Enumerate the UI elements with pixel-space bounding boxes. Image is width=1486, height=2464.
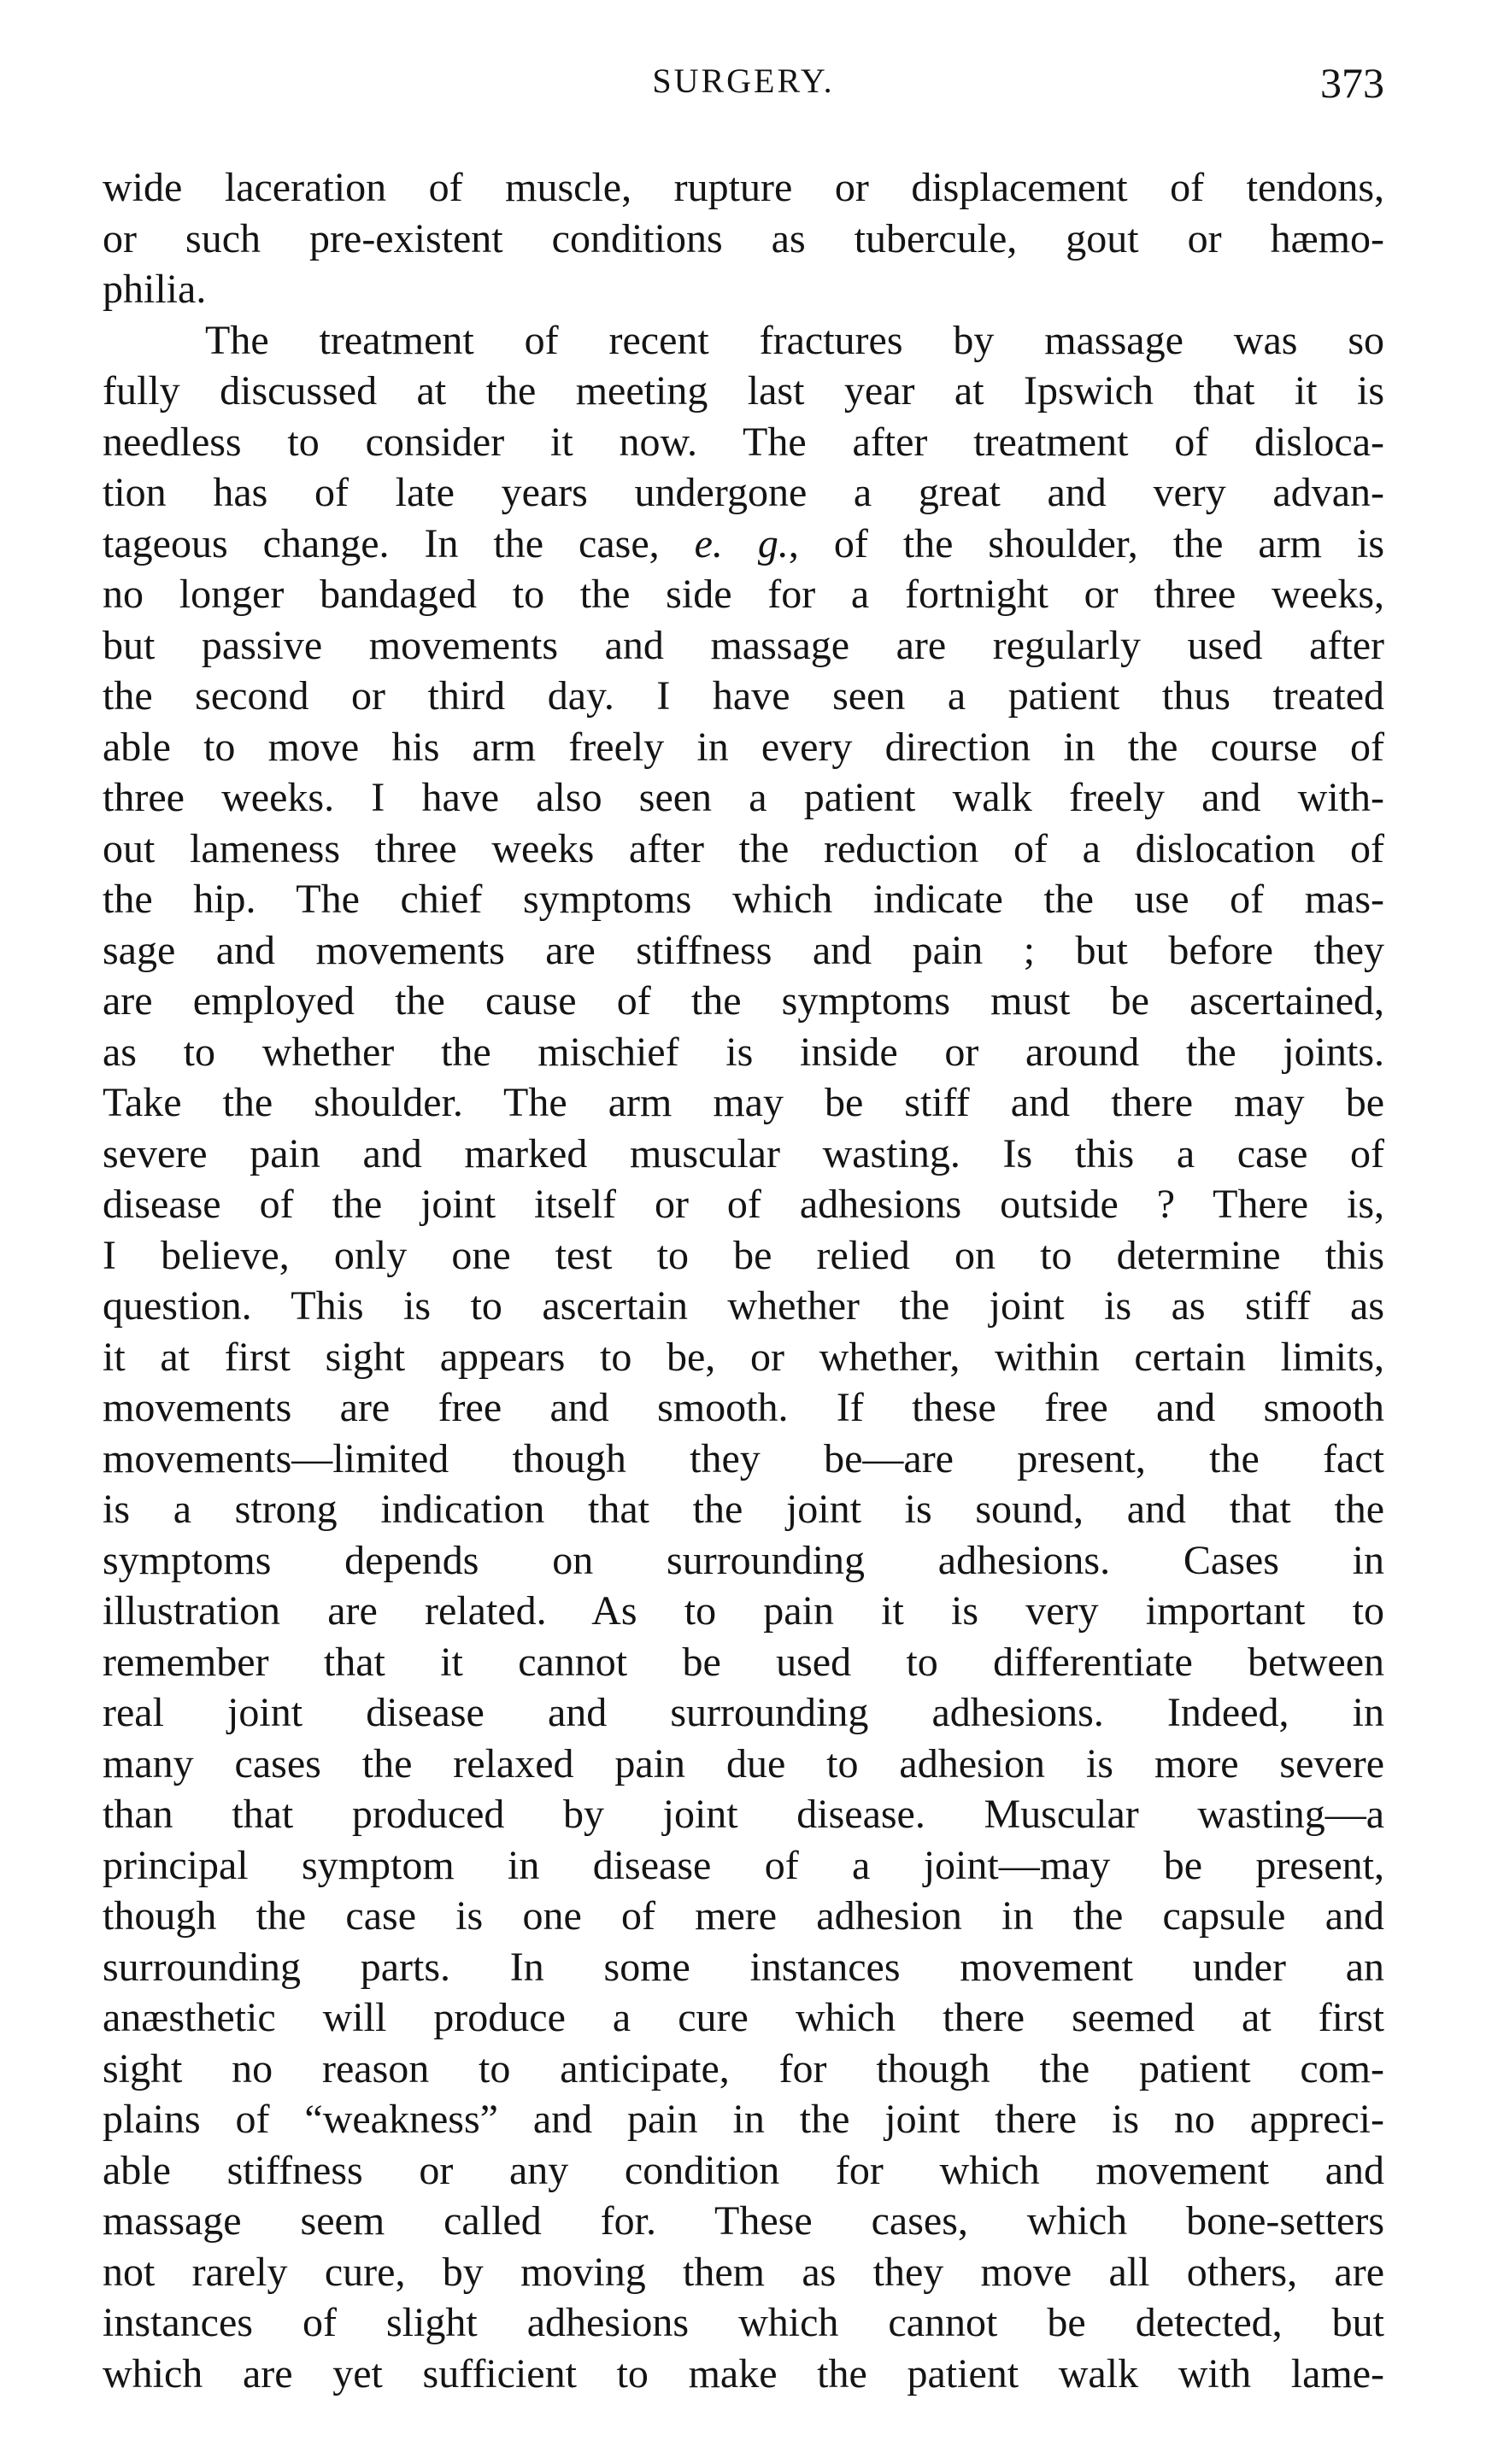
text-line: illustration are related. As to pain it is very important to bbox=[103, 1588, 1384, 1634]
text-line: instances of slight adhesions which cannot be detected, but bbox=[103, 2300, 1384, 2345]
text-line: are employed the cause of the symptoms must be ascertained, bbox=[103, 978, 1384, 1024]
text-line: anæsthetic will produce a cure which there seemed at first bbox=[103, 1995, 1384, 2040]
text-line: sage and movements are stiffness and pain ; but before they bbox=[103, 927, 1384, 973]
text-line: sight no reason to anticipate, for though the patient com- bbox=[103, 2045, 1384, 2091]
text-line: fully discussed at the meeting last year at Ipswich that it is bbox=[103, 368, 1384, 414]
text-line: disease of the joint itself or of adhesions outside ? There is, bbox=[103, 1182, 1384, 1227]
text-line: not rarely cure, by moving them as they move all others, are bbox=[103, 2249, 1384, 2295]
text-line: or such pre-existent conditions as tubercule, gout or hæmo- bbox=[103, 215, 1384, 261]
text-line: the second or third day. I have seen a patient thus treated bbox=[103, 673, 1384, 719]
text-line: than that produced by joint disease. Muscular wasting—a bbox=[103, 1792, 1384, 1837]
text-line: as to whether the mischief is inside or around the joints. bbox=[103, 1029, 1384, 1075]
text-line: out lameness three weeks after the reduction of a dislocation of bbox=[103, 825, 1384, 871]
text-line: but passive movements and massage are regularly used after bbox=[103, 622, 1384, 668]
text-line: wide laceration of muscle, rupture or displacement of tendons, bbox=[103, 165, 1384, 210]
text-line: massage seem called for. These cases, which bone-setters bbox=[103, 2198, 1384, 2244]
text-line: Take the shoulder. The arm may be stiff and there may be bbox=[103, 1080, 1384, 1125]
text-line: severe pain and marked muscular wasting. Is this a case of bbox=[103, 1130, 1384, 1176]
text-line: movements—limited though they be—are present, the fact bbox=[103, 1435, 1384, 1481]
running-head bbox=[103, 60, 1384, 111]
text-line: surrounding parts. In some instances movement under an bbox=[103, 1944, 1384, 1990]
text-line: able stiffness or any condition for which movement and bbox=[103, 2147, 1384, 2193]
text-line: needless to consider it now. The after treatment of disloca- bbox=[103, 419, 1384, 465]
text-line: is a strong indication that the joint is sound, and that the bbox=[103, 1487, 1384, 1532]
text-line: tageous change. In the case, e. g., of the shoulder, the arm is bbox=[103, 520, 1384, 566]
text-line: able to move his arm freely in every direction in the course of bbox=[103, 724, 1384, 770]
text-line: movements are free and smooth. If these free and smooth bbox=[103, 1385, 1384, 1430]
page-number: 373 bbox=[1320, 59, 1384, 107]
text-line: philia. bbox=[103, 267, 207, 312]
italic-abbreviation: e. g. bbox=[694, 520, 789, 566]
text-line: though the case is one of mere adhesion in the capsule and bbox=[103, 1893, 1384, 1939]
body-text bbox=[103, 162, 1384, 2399]
text-line: real joint disease and surrounding adhesions. Indeed, in bbox=[103, 1690, 1384, 1735]
running-head-title: SURGERY. bbox=[652, 62, 835, 100]
text-line: symptoms depends on surrounding adhesions. Cases in bbox=[103, 1537, 1384, 1583]
text-line: I believe, only one test to be relied on to determine this bbox=[103, 1232, 1384, 1278]
text-line: question. This is to ascertain whether the joint is as stiff as bbox=[103, 1283, 1384, 1329]
text-line: tion has of late years undergone a great and very advan- bbox=[103, 470, 1384, 515]
text-line: which are yet sufficient to make the patient walk with lame- bbox=[103, 2350, 1384, 2397]
text-line: The treatment of recent fractures by massage was so bbox=[205, 317, 1384, 363]
text-line: no longer bandaged to the side for a fortnight or three weeks, bbox=[103, 572, 1384, 617]
text-line: principal symptom in disease of a joint—may be present, bbox=[103, 1842, 1384, 1888]
text-line: many cases the relaxed pain due to adhesion is more severe bbox=[103, 1740, 1384, 1786]
text-line: remember that it cannot be used to differentiate between bbox=[103, 1639, 1384, 1685]
text-line: it at first sight appears to be, or whether, within certain limits, bbox=[103, 1334, 1384, 1380]
text-line: three weeks. I have also seen a patient walk freely and with- bbox=[103, 775, 1384, 820]
text-line: plains of “weakness” and pain in the joint there is no appreci- bbox=[103, 2097, 1384, 2142]
text-line: the hip. The chief symptoms which indicate the use of mas- bbox=[103, 877, 1384, 922]
